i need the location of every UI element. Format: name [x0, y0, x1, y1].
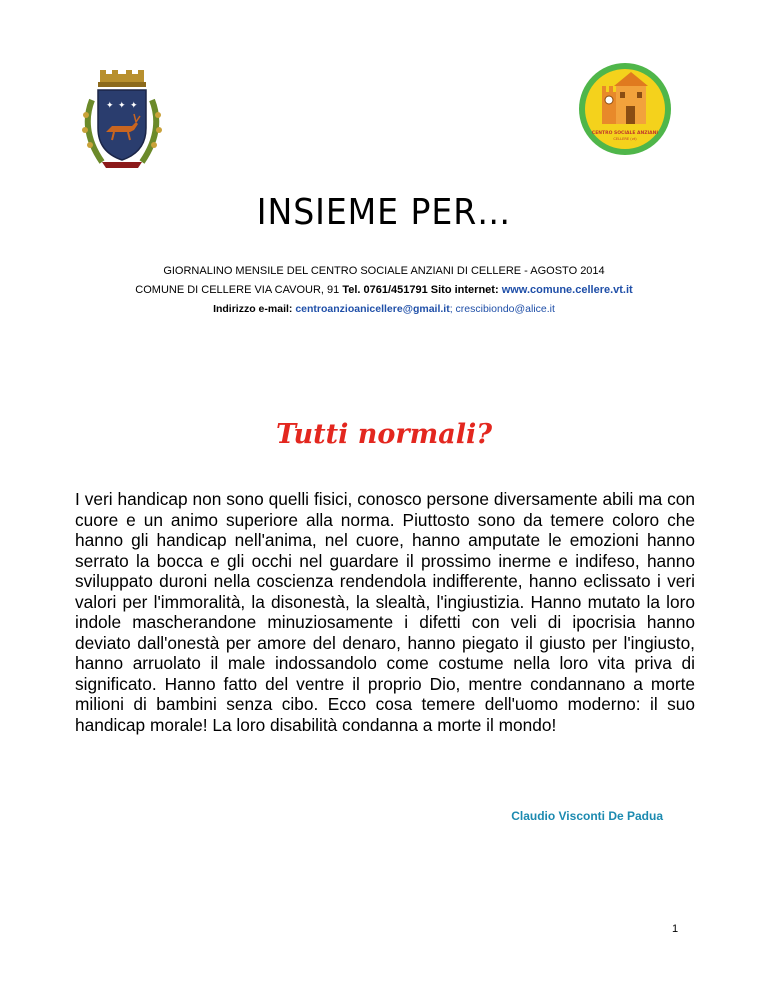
page-number: 1	[672, 923, 679, 935]
contact-line	[0, 283, 768, 297]
coat-of-arms-icon	[72, 70, 172, 170]
svg-text:✦: ✦	[118, 101, 126, 111]
article-title: Tutti normali?	[275, 419, 493, 450]
email-link-secondary[interactable]: crescibiondo@alice.it	[455, 303, 555, 315]
article-body: I veri handicap non sono quelli fisici, conosco persone diversamente abili ma con cuore e un animo superiore alla norma. Piuttosto sono da temere coloro che hanno gli handicap nell'anima, nel cuore, hanno amputate le emozioni hanno serrato la bocca e gli occhi nel guardare il prossimo inerme e indifeso, hanno sviluppato duroni nella coscienza rendendola indifferente, hanno eclissato i veri valori per l'immoralità, la disonestà, la slealtà, l'ingiustizia. Hanno mutato la loro indole mascherandone minuziosamente i difetti con veli di ipocrisia hanno deviato dall'onestà per amore del denaro, hanno piegato il giusto per l'ingiusto, hanno arruolato il male indossandolo come costume nella loro vita priva di significato. Hanno fatto del ventre il proprio Dio, mentre condannano a morte milioni di bambini senza cibo. Ecco cosa temere dell'uomo moderno: il suo handicap morale! La loro disabilità condanna a morte il mondo!	[75, 489, 695, 735]
article-author: Claudio Visconti De Padua	[511, 809, 663, 823]
newsletter-subtitle	[0, 264, 768, 278]
svg-text:CELLERE (vt): CELLERE (vt)	[613, 137, 637, 141]
email-link-primary[interactable]: centroanzioanicellere@gmail.it	[295, 303, 450, 315]
centro-anziani-seal-icon	[578, 62, 672, 156]
newsletter-title: INSIEME PER…	[256, 192, 512, 233]
svg-text:✦: ✦	[130, 101, 138, 111]
seal-text: CENTRO SOCIALE ANZIANI	[591, 131, 659, 136]
email-separator: ;	[449, 303, 456, 315]
phone-text: Tel. 0761/451791 Sito internet:	[342, 284, 502, 296]
subtitle-text: GIORNALINO MENSILE DEL CENTRO SOCIALE ANZIANI DI CELLERE - AGOSTO 2014	[163, 265, 605, 277]
email-label: Indirizzo e-mail:	[213, 303, 296, 315]
website-link[interactable]: www.comune.cellere.vt.it	[501, 284, 633, 296]
svg-text:✦: ✦	[106, 101, 114, 111]
address-text: COMUNE DI CELLERE VIA CAVOUR, 91	[135, 284, 343, 296]
email-line	[0, 302, 768, 316]
